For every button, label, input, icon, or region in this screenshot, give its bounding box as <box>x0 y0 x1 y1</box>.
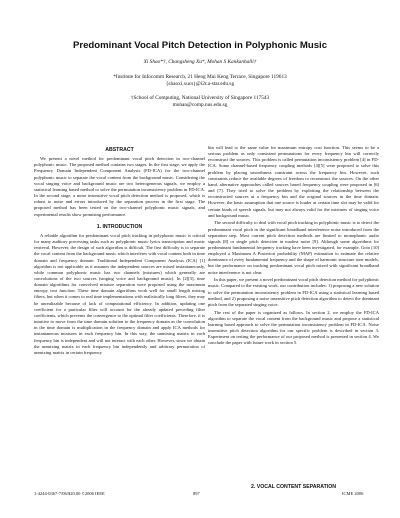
abstract-heading: ABSTRACT <box>105 147 134 153</box>
affiliation-2-name: †School of Computing, National University of Singapore 117543 <box>130 95 270 101</box>
abstract-text: We present a novel method for predominant vocal pitch detection in two-channel polyphonic music. The proposed method contains two stages. In the first stage, we apply the Frequency Domain Independent Component Analysis (FD-ICA) for the two-channel polyphonic music to separate the vocal content from the background music. Considering the vocal singing voice and background music are two heterogeneous signals, we employ a statistical learning based method to solve the permutation inconsistency problem in FD-ICA. In the second stage, a noise insensitive vocal pitch detection method is proposed, which is robust to noise and errors introduced by the separation process in the first stage. The proposed method has been tested on the two-channel polyphonic music signals, and experimental results show promising performance. <box>34 156 205 217</box>
affiliation-2-email: mohan@comp.nus.edu.sg <box>172 102 228 108</box>
body-paragraph: The rest of the paper is organized as follows. In section 2, we employ the FD-ICA algorithm to separate the vocal content from the background music and propose a statistical learning based approach to solve the permutation inconsistency problem in FD-ICA. Noise insensitive pitch detection algorithm for our specific problem is described in section 3. Experiment on testing the performance of our proposed method is presented in section 4. We conclude the paper with future work in section 5. <box>208 309 379 346</box>
body-paragraph: In this paper, we present a novel predominant vocal pitch detection method for polyphonic music. Compared to the existing work, our contribution includes: 1) proposing a new solution to solve the permutation inconsistency problem in FD-ICA using a statistical learning based method, and 2) proposing a noise insensitive pitch detection algorithm to detect the dominant pitch from the separated singing voice. <box>208 277 379 307</box>
section-2-heading: 2. VOCAL CONTENT SEPARATION <box>250 484 337 490</box>
footer-page-number: 897 <box>193 491 200 496</box>
affiliation-1-name: *Institute for Infocomm Research, 21 Heng Mui Keng Terrace, Singapore 119613 <box>113 74 287 80</box>
introduction-heading: 1. INTRODUCTION <box>96 223 143 230</box>
affiliation-1-email: {shaoxi,xucs}@i2r.a-star.edu.sg <box>165 81 235 87</box>
paper-authors: Xi Shao*†, Changsheng Xu*, Mohan S Kankanhalli† <box>143 59 257 65</box>
right-column <box>208 145 379 348</box>
body-paragraph: The second difficulty to deal with vocal pitch tracking in polyphonic music is to detect the predominant vocal pitch in the significant broadband interference noise introduced from the separation step. Most current pitch detection methods are limited to monophonic audio signals [8] or single pitch detection in modest noise [9]. Although some algorithms for predominant fundamental frequency tracking have been investigated, for example, Goto [10] employed a Maximum A Posteriori probability (MAP) estimation to estimate the relative dominance of every fundamental frequency and the shape of harmonic structure tone models, but the performance on tracking predominant vocal pitch mixed with significant broadband noise interference is not clear. <box>208 220 379 275</box>
introduction-paragraph: A reliable algorithm for predominant vocal pitch tracking in polyphonic music is critical for many auditory processing tasks such as polyphonic music lyrics transcription and music retrieval. However, the design of such algorithm is difficult. The first difficulty is to separate the vocal content from the background music which interferes with vocal content both in time domain and frequency domain. Traditional Independent Component Analysis (ICA) [1] algorithm is not applicable as it assumes the independent sources are mixed instantaneously, while common polyphonic music has two channels (mixtures) which generally are convolutions of the two sources (singing voice and background music). In [2][3], time domain algorithms for convolved mixture separation were proposed using the maximum entropy cost function. These time domain algorithms work well for small length mixing filters, but when it comes to real time implementations with realistically long filters, they may be unrealizable because of lack of computational efficiency. In addition, updating one coefficient for a particular filter will account for the already updated preceding filter coefficients, which prevents the convergence to the optimal filter coefficients. Therefore, it is intuitive to move from the time domain solution to the frequency domain as the convolution in the time domain is multiplication in the frequency domain and apply ICA methods for instantaneous mixtures in each frequency bin. In this way, the unmixing matrix in each frequency bin is independent and will not interact with each other. However, since we obtain the unmixing matrix in each frequency bin independently and arbitrary permutation of unmixing matrix in certain frequency <box>34 232 205 355</box>
paper-title: Predominant Vocal Pitch Detection in Polyphonic Music <box>72 40 328 51</box>
left-column <box>34 145 205 358</box>
footer-isbn: 1-4244-0367-7/06/$20.00 ©2006 IEEE <box>34 491 105 496</box>
body-paragraph: bin will lead to the same value for maximum entropy cost function. This seems to be a serious problem as only consistent permutations for every frequency bin will correctly reconstruct the sources. This problem is called permutation inconsistency problem [4] in FD-ICA. Some channel-based frequency coupling methods [4][5] were proposed to solve this problem by placing smoothness constraint across the frequency bin. However, such constraints reduce the available degrees of freedom to reconstruct the sources. On the other hand, alternative approaches called sources based frequency coupling were proposed in [6] and [7]. They tried to solve the problem by exploiting the relationship between the reconstructed sources at a frequency bin and the original sources in the time domain. However, the basic assumption that one source is louder at certain time slot may be valid for certain kinds of speech signals, but may not always valid for the mixtures of singing voice and background music. <box>208 145 379 218</box>
footer-venue: ICME 2006 <box>342 491 364 496</box>
